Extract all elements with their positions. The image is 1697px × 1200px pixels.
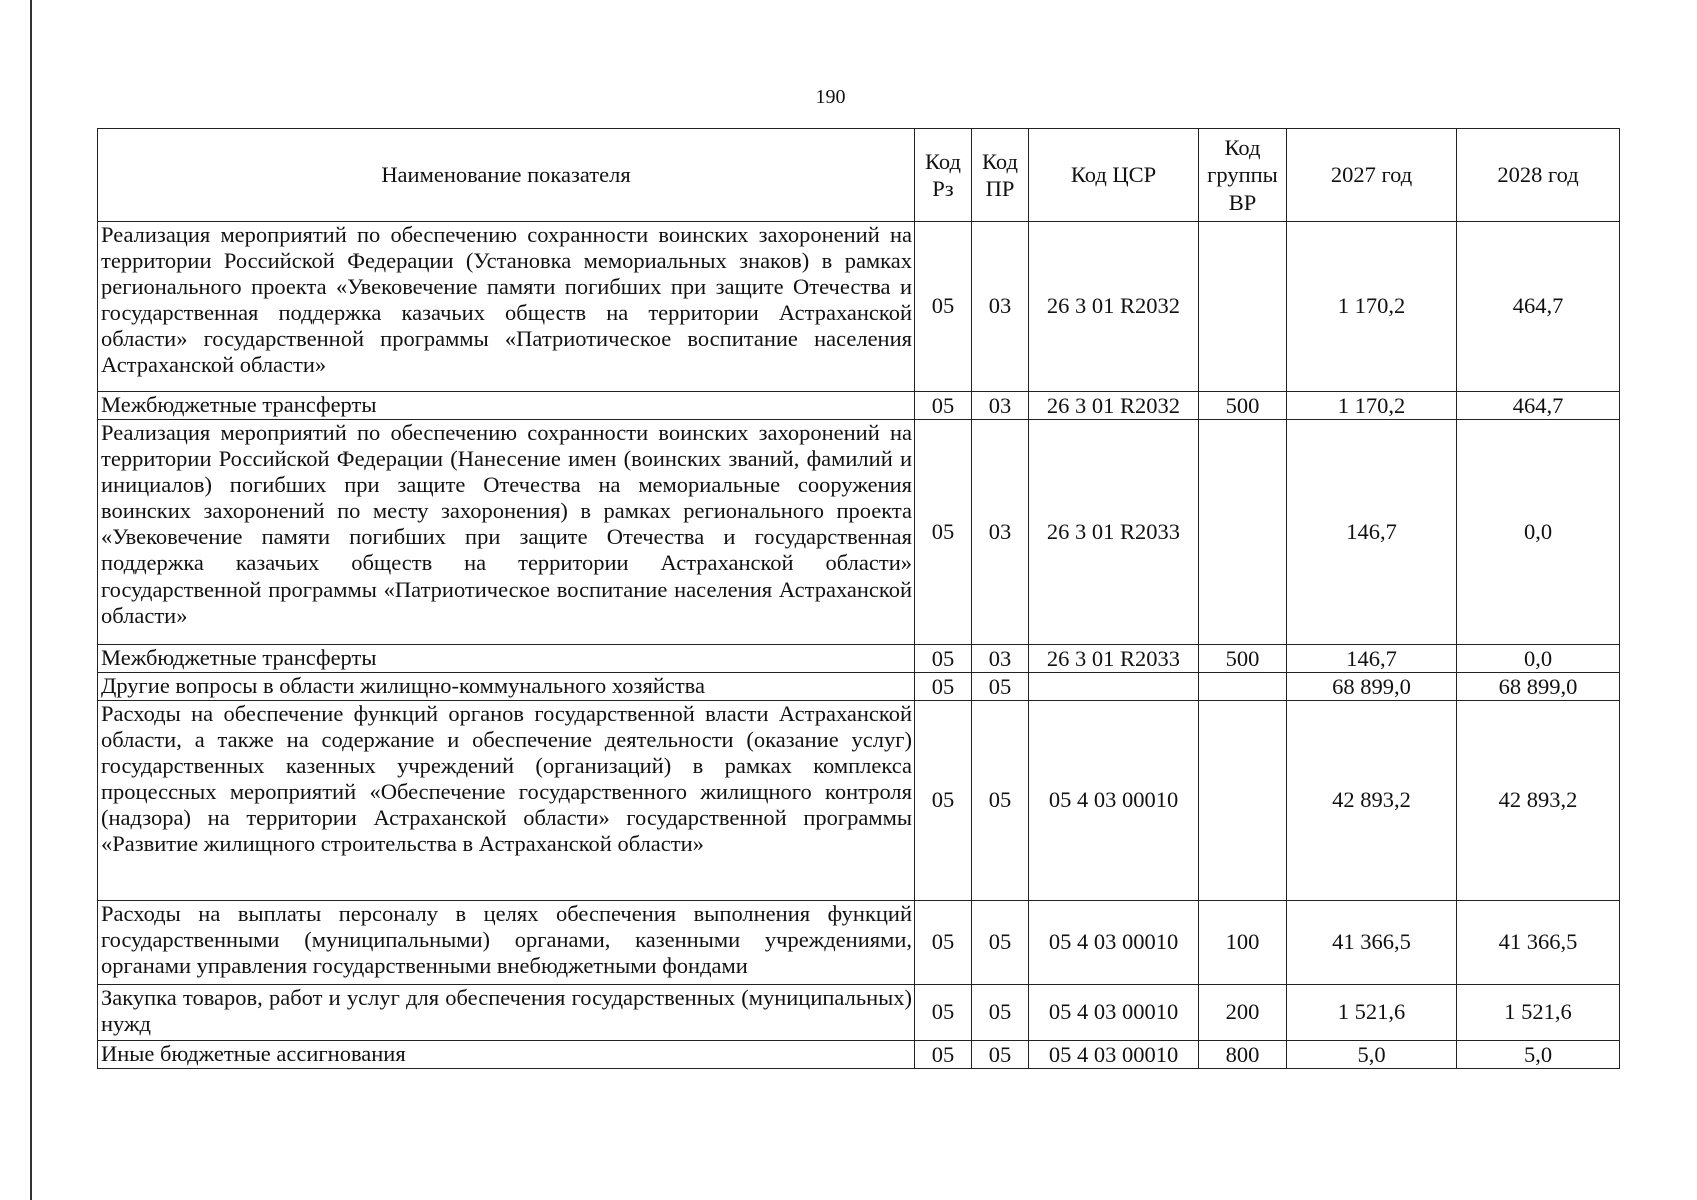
cell-name: Реализация мероприятий по обеспечению сохранности воинских захоронений на территории Российской Федерации (Нанесение имен (воинских званий, фамилий и инициалов) погибших при защите Отечества на мемориальные сооружения воинских захоронений по месту захоронения) в рамках регионального проекта «Увековечение памяти погибших при защите Отечества и государственная поддержка казачьих обществ на территории Астраханской области» государственной программы «Патриотическое воспитание населения Астраханской области» (98, 420, 915, 645)
cell-pr: 03 (972, 645, 1029, 673)
cell-vr (1199, 701, 1287, 901)
header-vr: Код группы ВР (1199, 129, 1287, 222)
header-row (98, 129, 1620, 222)
cell-name: Реализация мероприятий по обеспечению сохранности воинских захоронений на территории Российской Федерации (Установка мемориальных знаков) в рамках регионального проекта «Увековечение памяти погибших при защите Отечества и государственная поддержка казачьих обществ на территории Астраханской области» государственной программы «Патриотическое воспитание населения Астраханской области» (98, 222, 915, 392)
cell-name: Расходы на выплаты персоналу в целях обеспечения выполнения функций государственными (муниципальными) органами, казенными учреждениями, органами управления государственными внебюджетными фондами (98, 901, 915, 985)
cell-2027: 146,7 (1287, 645, 1457, 673)
cell-2027: 5,0 (1287, 1041, 1457, 1069)
cell-pr: 03 (972, 420, 1029, 645)
cell-rz: 05 (915, 420, 972, 645)
cell-csr: 05 4 03 00010 (1029, 985, 1199, 1041)
cell-2028: 68 899,0 (1457, 673, 1620, 701)
cell-vr: 200 (1199, 985, 1287, 1041)
cell-2028: 42 893,2 (1457, 701, 1620, 901)
cell-csr: 05 4 03 00010 (1029, 701, 1199, 901)
table-header (98, 129, 1620, 222)
cell-vr: 800 (1199, 1041, 1287, 1069)
cell-csr: 05 4 03 00010 (1029, 1041, 1199, 1069)
cell-rz: 05 (915, 392, 972, 420)
page-number: 190 (815, 86, 846, 108)
table-row (98, 222, 1620, 392)
cell-pr: 05 (972, 985, 1029, 1041)
cell-pr: 05 (972, 901, 1029, 985)
cell-pr: 05 (972, 673, 1029, 701)
cell-vr (1199, 222, 1287, 392)
cell-2027: 1 170,2 (1287, 392, 1457, 420)
cell-2028: 0,0 (1457, 420, 1620, 645)
cell-2027: 1 170,2 (1287, 222, 1457, 392)
cell-rz: 05 (915, 701, 972, 901)
cell-rz: 05 (915, 1041, 972, 1069)
cell-csr: 26 3 01 R2033 (1029, 645, 1199, 673)
cell-2028: 5,0 (1457, 1041, 1620, 1069)
table-row (98, 985, 1620, 1041)
table-row (98, 701, 1620, 901)
cell-2028: 464,7 (1457, 392, 1620, 420)
cell-csr: 05 4 03 00010 (1029, 901, 1199, 985)
cell-name: Другие вопросы в области жилищно-коммунального хозяйства (98, 673, 915, 701)
header-csr: Код ЦСР (1029, 129, 1199, 222)
cell-2028: 1 521,6 (1457, 985, 1620, 1041)
table-row (98, 901, 1620, 985)
header-2028: 2028 год (1457, 129, 1620, 222)
table-row (98, 645, 1620, 673)
table-row (98, 1041, 1620, 1069)
cell-2027: 68 899,0 (1287, 673, 1457, 701)
binding-margin-line (30, 0, 32, 1200)
cell-name: Межбюджетные трансферты (98, 645, 915, 673)
cell-csr: 26 3 01 R2032 (1029, 392, 1199, 420)
table-row (98, 392, 1620, 420)
cell-2027: 1 521,6 (1287, 985, 1457, 1041)
header-rz: Код Рз (915, 129, 972, 222)
cell-2027: 42 893,2 (1287, 701, 1457, 901)
cell-name: Иные бюджетные ассигнования (98, 1041, 915, 1069)
cell-2028: 0,0 (1457, 645, 1620, 673)
cell-rz: 05 (915, 222, 972, 392)
budget-table (97, 128, 1620, 1069)
header-pr: Код ПР (972, 129, 1029, 222)
cell-pr: 03 (972, 222, 1029, 392)
cell-vr (1199, 673, 1287, 701)
table-body (98, 222, 1620, 1069)
header-2027: 2027 год (1287, 129, 1457, 222)
cell-name: Закупка товаров, работ и услуг для обеспечения государственных (муниципальных) нужд (98, 985, 915, 1041)
table-row (98, 673, 1620, 701)
header-name: Наименование показателя (98, 129, 915, 222)
cell-vr: 100 (1199, 901, 1287, 985)
cell-pr: 03 (972, 392, 1029, 420)
cell-csr (1029, 673, 1199, 701)
cell-vr (1199, 420, 1287, 645)
cell-2028: 464,7 (1457, 222, 1620, 392)
cell-name: Расходы на обеспечение функций органов государственной власти Астраханской области, а также на содержание и обеспечение деятельности (оказание услуг) государственных казенных учреждений (организаций) в рамках комплекса процессных мероприятий «Обеспечение государственного жилищного контроля (надзора) на территории Астраханской области» государственной программы «Развитие жилищного строительства в Астраханской области» (98, 701, 915, 901)
table-row (98, 420, 1620, 645)
cell-csr: 26 3 01 R2033 (1029, 420, 1199, 645)
cell-pr: 05 (972, 701, 1029, 901)
cell-2027: 146,7 (1287, 420, 1457, 645)
cell-rz: 05 (915, 985, 972, 1041)
cell-2028: 41 366,5 (1457, 901, 1620, 985)
cell-name: Межбюджетные трансферты (98, 392, 915, 420)
cell-vr: 500 (1199, 392, 1287, 420)
cell-rz: 05 (915, 645, 972, 673)
cell-rz: 05 (915, 673, 972, 701)
cell-csr: 26 3 01 R2032 (1029, 222, 1199, 392)
cell-vr: 500 (1199, 645, 1287, 673)
cell-rz: 05 (915, 901, 972, 985)
cell-2027: 41 366,5 (1287, 901, 1457, 985)
cell-pr: 05 (972, 1041, 1029, 1069)
